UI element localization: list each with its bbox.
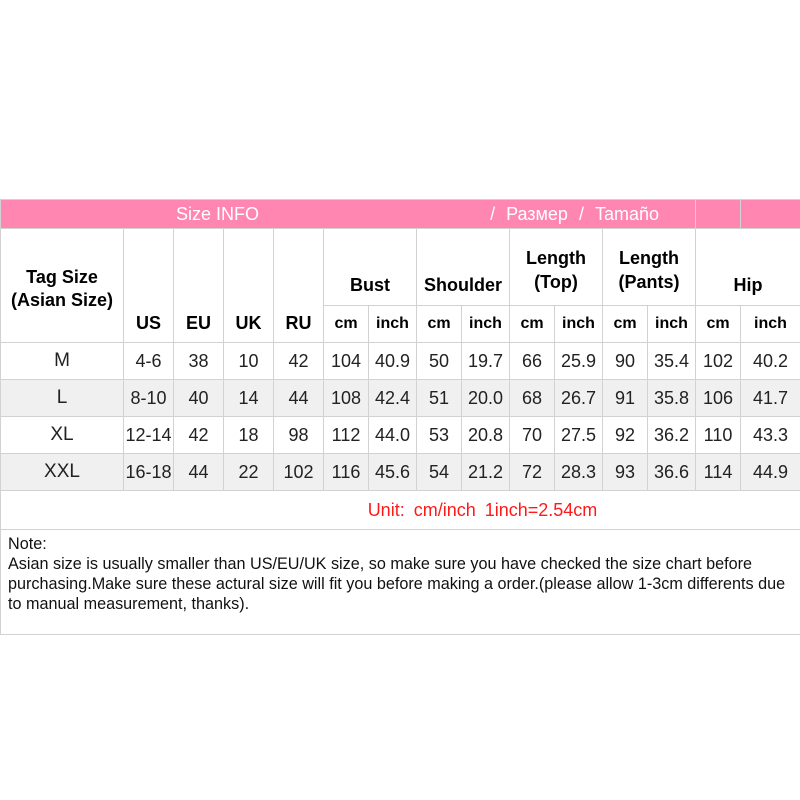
cell-top-cm: 72 xyxy=(510,454,555,491)
cell-top-inch: 25.9 xyxy=(555,343,603,380)
header-length-top: Length (Top) xyxy=(510,229,603,306)
size-chart xyxy=(0,199,800,635)
cell-hip-cm: 106 xyxy=(696,380,741,417)
cell-top-inch: 28.3 xyxy=(555,454,603,491)
cell-top-cm: 70 xyxy=(510,417,555,454)
cell-uk: 22 xyxy=(224,454,274,491)
cell-top-inch: 26.7 xyxy=(555,380,603,417)
cell-size: M xyxy=(1,343,124,380)
cell-bust-cm: 108 xyxy=(324,380,369,417)
cell-top-inch: 27.5 xyxy=(555,417,603,454)
header-hip-inch: inch xyxy=(741,306,800,343)
cell-shoulder-inch: 20.8 xyxy=(462,417,510,454)
header-hip-cm: cm xyxy=(696,306,741,343)
header-shoulder-inch: inch xyxy=(462,306,510,343)
cell-us: 16-18 xyxy=(124,454,174,491)
note-row xyxy=(1,530,800,635)
cell-bust-inch: 42.4 xyxy=(369,380,417,417)
cell-bust-inch: 45.6 xyxy=(369,454,417,491)
cell-shoulder-cm: 50 xyxy=(417,343,462,380)
cell-size: XL xyxy=(1,417,124,454)
cell-hip-inch: 44.9 xyxy=(741,454,800,491)
unit-note: Unit: cm/inch 1inch=2.54cm xyxy=(367,499,598,520)
cell-shoulder-inch: 21.2 xyxy=(462,454,510,491)
size-row-xxl xyxy=(1,454,800,491)
cell-hip-inch: 43.3 xyxy=(741,417,800,454)
cell-pants-inch: 35.4 xyxy=(648,343,696,380)
header-ru: RU xyxy=(274,229,324,343)
cell-ru: 102 xyxy=(274,454,324,491)
cell-eu: 40 xyxy=(174,380,224,417)
size-table xyxy=(0,199,800,635)
cell-shoulder-cm: 51 xyxy=(417,380,462,417)
cell-top-cm: 66 xyxy=(510,343,555,380)
cell-pants-inch: 36.6 xyxy=(648,454,696,491)
header-length-pants: Length (Pants) xyxy=(603,229,696,306)
cell-uk: 18 xyxy=(224,417,274,454)
cell-pants-cm: 93 xyxy=(603,454,648,491)
size-row-m xyxy=(1,343,800,380)
header-shoulder-cm: cm xyxy=(417,306,462,343)
note-label: Note: xyxy=(8,535,47,553)
cell-bust-inch: 44.0 xyxy=(369,417,417,454)
cell-bust-cm: 104 xyxy=(324,343,369,380)
header-uk: UK xyxy=(224,229,274,343)
header-bust-cm: cm xyxy=(324,306,369,343)
cell-eu: 44 xyxy=(174,454,224,491)
cell-pants-inch: 36.2 xyxy=(648,417,696,454)
cell-us: 4-6 xyxy=(124,343,174,380)
header-top-inch: inch xyxy=(555,306,603,343)
cell-pants-cm: 92 xyxy=(603,417,648,454)
header-top-cm: cm xyxy=(510,306,555,343)
cell-bust-cm: 112 xyxy=(324,417,369,454)
cell-pants-inch: 35.8 xyxy=(648,380,696,417)
cell-bust-cm: 116 xyxy=(324,454,369,491)
cell-hip-cm: 114 xyxy=(696,454,741,491)
cell-eu: 38 xyxy=(174,343,224,380)
cell-uk: 14 xyxy=(224,380,274,417)
cell-pants-cm: 90 xyxy=(603,343,648,380)
header-bust: Bust xyxy=(324,229,417,306)
cell-shoulder-cm: 53 xyxy=(417,417,462,454)
cell-size: L xyxy=(1,380,124,417)
size-row-xl xyxy=(1,417,800,454)
cell-shoulder-cm: 54 xyxy=(417,454,462,491)
header-pants-cm: cm xyxy=(603,306,648,343)
title-row xyxy=(1,200,800,229)
cell-size: XXL xyxy=(1,454,124,491)
title-blank-cell xyxy=(741,200,800,229)
header-tag-size: Tag Size (Asian Size) xyxy=(1,229,124,343)
header-row xyxy=(1,229,800,306)
note-cell xyxy=(1,530,800,635)
cell-shoulder-inch: 19.7 xyxy=(462,343,510,380)
cell-shoulder-inch: 20.0 xyxy=(462,380,510,417)
title-right: / Размер / Tamaño xyxy=(490,203,659,224)
cell-top-cm: 68 xyxy=(510,380,555,417)
title-cell xyxy=(1,200,696,229)
note-text: Asian size is usually smaller than US/EU/UK size, so make sure you have checked the size chart before purchasing.Make sure these actural size will fit you before making a order.(please allow 1-3cm differents due to manual measurement, thanks). xyxy=(8,555,786,613)
cell-eu: 42 xyxy=(174,417,224,454)
cell-us: 8-10 xyxy=(124,380,174,417)
cell-hip-cm: 110 xyxy=(696,417,741,454)
cell-hip-inch: 41.7 xyxy=(741,380,800,417)
cell-ru: 42 xyxy=(274,343,324,380)
header-us: US xyxy=(124,229,174,343)
unit-cell xyxy=(1,491,800,530)
cell-hip-cm: 102 xyxy=(696,343,741,380)
cell-ru: 98 xyxy=(274,417,324,454)
unit-row xyxy=(1,491,800,530)
cell-hip-inch: 40.2 xyxy=(741,343,800,380)
title-blank-cell xyxy=(696,200,741,229)
cell-bust-inch: 40.9 xyxy=(369,343,417,380)
cell-ru: 44 xyxy=(274,380,324,417)
header-bust-inch: inch xyxy=(369,306,417,343)
header-hip: Hip xyxy=(696,229,800,306)
size-row-l xyxy=(1,380,800,417)
header-shoulder: Shoulder xyxy=(417,229,510,306)
title-left: Size INFO xyxy=(176,203,260,224)
cell-uk: 10 xyxy=(224,343,274,380)
header-eu: EU xyxy=(174,229,224,343)
header-pants-inch: inch xyxy=(648,306,696,343)
cell-us: 12-14 xyxy=(124,417,174,454)
cell-pants-cm: 91 xyxy=(603,380,648,417)
